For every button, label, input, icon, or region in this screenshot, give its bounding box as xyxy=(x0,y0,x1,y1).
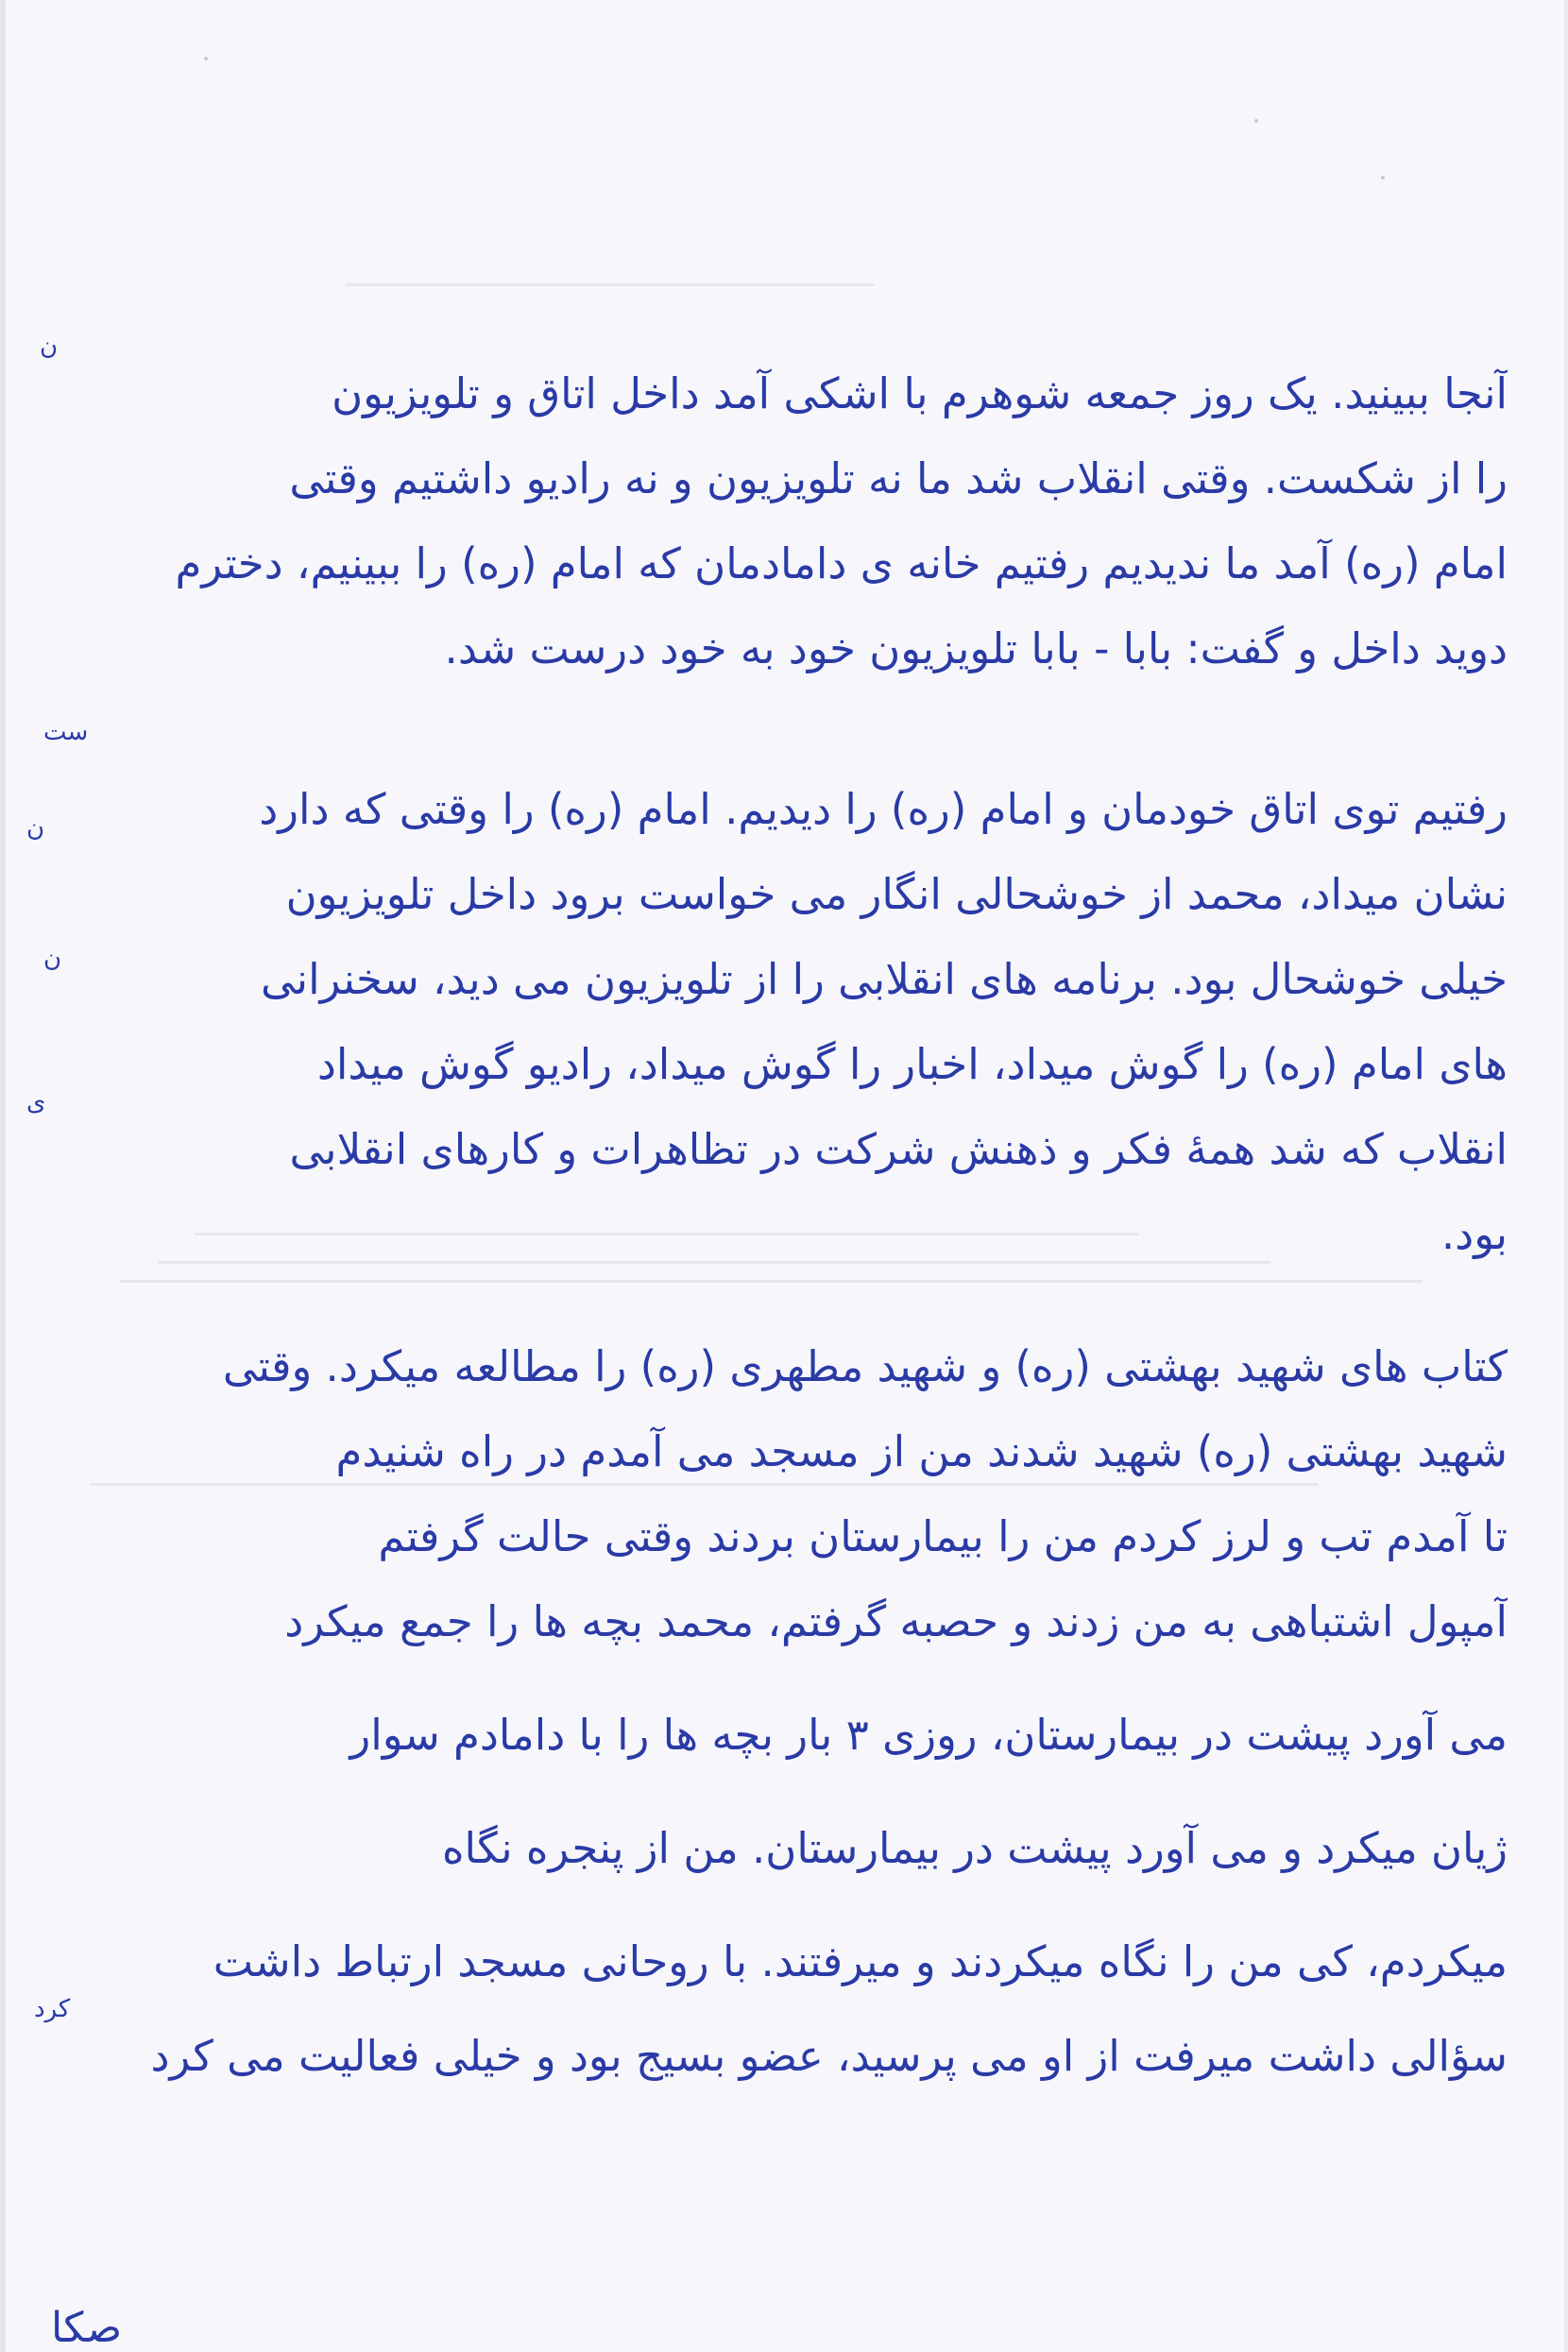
text-line: انقلاب که شد همهٔ فکر و ذهنش شرکت در تظاهرات و کارهای انقلابی xyxy=(289,1124,1508,1174)
margin-continuation: ن xyxy=(43,945,62,973)
text-line: نشان میداد، محمد از خوشحالی انگار می خواست برود داخل تلویزیون xyxy=(285,869,1508,919)
text-line: کتاب های شهید بهشتی (ره) و شهید مطهری (ره) را مطالعه میکرد. وقتی xyxy=(222,1341,1508,1391)
text-line: میکردم، کی من را نگاه میکردند و میرفتند. با روحانی مسجد ارتباط داشت xyxy=(213,1936,1508,1986)
text-line: شهید بهشتی (ره) شهید شدند من از مسجد می آمدم در راه شنیدم xyxy=(335,1426,1508,1476)
text-line: دوید داخل و گفت: بابا - بابا تلویزیون خود به خود درست شد. xyxy=(444,623,1508,673)
text-line: آمپول اشتباهی به من زدند و حصبه گرفتم، محمد بچه ها را جمع میکرد xyxy=(284,1596,1508,1646)
text-line: آنجا ببینید. یک روز جمعه شوهرم با اشکی آمد داخل اتاق و تلویزیون xyxy=(332,368,1508,418)
handwritten-lines xyxy=(43,0,1508,2352)
text-line: می آورد پیشت در بیمارستان، روزی ۳ بار بچه ها را با دامادم سوار xyxy=(349,1710,1508,1760)
margin-continuation: ن xyxy=(40,332,59,361)
text-line: ژیان میکرد و می آورد پیشت در بیمارستان. من از پنجره نگاه xyxy=(441,1823,1508,1873)
margin-continuation: کرد xyxy=(34,1995,71,2023)
page-number: صکا xyxy=(51,2304,123,2352)
text-line: امام (ره) آمد ما ندیدیم رفتیم خانه ی دامادمان که امام (ره) را ببینیم، دخترم xyxy=(175,538,1508,588)
text-line: رفتیم توی اتاق خودمان و امام (ره) را دیدیم. امام (ره) را وقتی که دارد xyxy=(259,784,1508,834)
text-line: بود. xyxy=(1440,1209,1508,1259)
margin-continuation: ست xyxy=(43,718,89,746)
text-line: تا آمدم تب و لرز کردم من را بیمارستان بردند وقتی حالت گرفتم xyxy=(378,1511,1508,1561)
text-line: را از شکست. وقتی انقلاب شد ما نه تلویزیون و نه رادیو داشتیم وقتی xyxy=(289,453,1508,503)
text-line: های امام (ره) را گوش میداد، اخبار را گوش میداد، رادیو گوش میداد xyxy=(316,1039,1508,1089)
margin-continuation: ی xyxy=(26,1088,46,1116)
text-line: خیلی خوشحال بود. برنامه های انقلابی را از تلویزیون می دید، سخنرانی xyxy=(261,954,1508,1004)
text-line: سؤالی داشت میرفت از او می پرسید، عضو بسیج بود و خیلی فعالیت می کرد xyxy=(150,2031,1508,2081)
margin-continuation: ن xyxy=(26,814,45,843)
